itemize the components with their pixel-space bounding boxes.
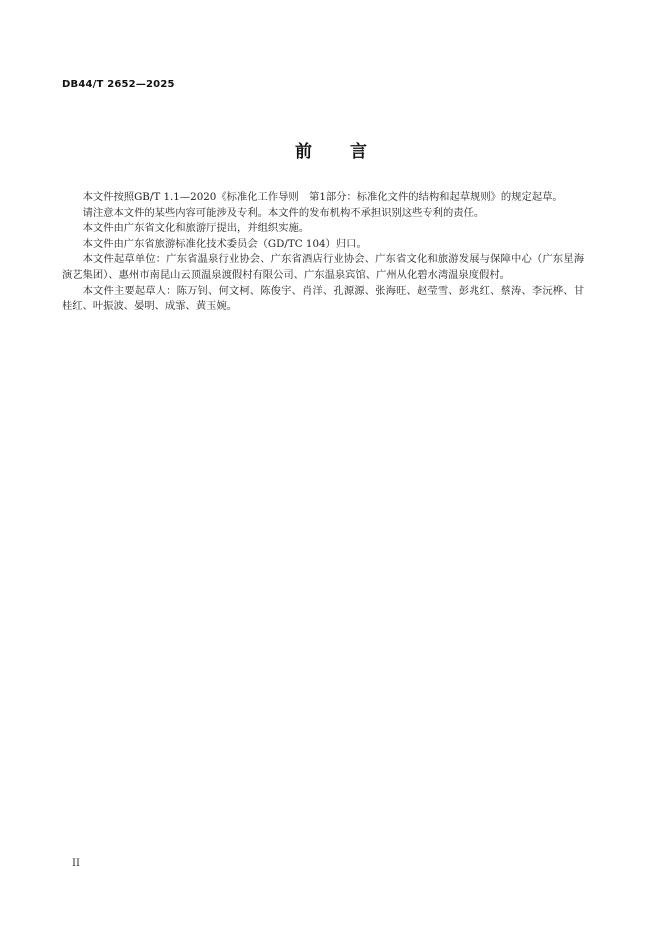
paragraph-proposer: 本文件由广东省文化和旅游厅提出，并组织实施。	[82, 222, 310, 235]
paragraph-drafting-rules: 本文件按照GB/T 1.1—2020《标准化工作导则 第1部分：标准化文件的结构和起草规则》的规定起草。	[82, 191, 563, 203]
document-code: DB44/T 2652—2025	[62, 79, 175, 90]
page-number: II	[72, 858, 80, 869]
paragraph-main-drafters: 本文件主要起草人：陈万钊、何文柯、陈俊宇、肖洋、孔源源、张海旺、赵莹雪、彭兆红、蔡涛、李沅桦、甘桂红、叶振波、晏明、成霏、黄玉婉。	[62, 284, 584, 313]
foreword-body	[62, 190, 584, 315]
paragraph-technical-committee: 本文件由广东省旅游标准化技术委员会（GD/TC 104）归口。	[82, 237, 367, 250]
section-title: 前言	[295, 142, 405, 162]
paragraph-drafting-units: 本文件起草单位：广东省温泉行业协会、广东省酒店行业协会、广东省文化和旅游发展与保障中心（广东星海演艺集团）、惠州市南昆山云顶温泉渡假村有限公司、广东温泉宾馆、广州从化碧水湾温泉度假村。	[62, 253, 584, 281]
paragraph-patent-notice: 请注意本文件的某些内容可能涉及专利。本文件的发布机构不承担识别这些专利的责任。	[82, 206, 485, 219]
